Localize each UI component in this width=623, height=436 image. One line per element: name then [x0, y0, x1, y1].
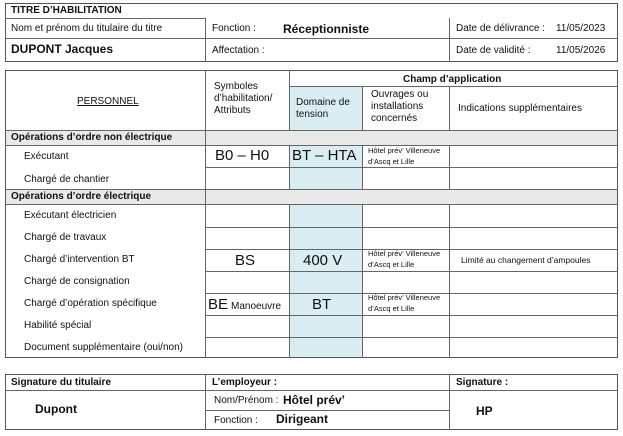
indications-header: Indications supplémentaires — [458, 103, 582, 114]
symboles-header: Symboles d’habilitation/ Attributs — [214, 81, 273, 116]
document-title: TITRE D’HABILITATION — [11, 5, 122, 16]
row-domaine: 400 V — [303, 252, 343, 269]
signature-titulaire-value: Dupont — [35, 402, 77, 416]
nom-prenom-value: Hôtel prév’ — [283, 393, 346, 407]
employeur-label: L’employeur : — [212, 377, 278, 388]
employeur-fonction-value: Dirigeant — [276, 412, 329, 426]
fonction-label: Fonction : — [212, 23, 256, 34]
row-symbole: BS — [235, 252, 256, 269]
row-label: Exécutant — [24, 151, 69, 162]
nom-prenom-label: Nom/Prénom : — [214, 395, 279, 406]
domaine-header: Domaine de tension — [296, 97, 350, 120]
delivrance-date: 11/05/2023 — [556, 23, 606, 34]
row-symbole-extra: Manoeuvre — [231, 301, 282, 312]
row-label: Exécutant électricien — [24, 210, 117, 221]
row-label: Chargé d’opération spécifique — [24, 298, 157, 309]
row-ouvrage: Hôtel prév’ Villeneuve d’Ascq et Lille — [368, 146, 441, 166]
row-domaine: BT – HTA — [292, 147, 357, 164]
section-electrique: Opérations d’ordre électrique — [11, 191, 152, 202]
validite-date: 11/05/2026 — [556, 45, 606, 56]
signature-titulaire-label: Signature du titulaire — [11, 377, 112, 388]
affectation-label: Affectation : — [212, 45, 265, 56]
delivrance-label: Date de délivrance : — [456, 23, 545, 34]
signature-label: Signature : — [456, 377, 509, 388]
personnel-header: PERSONNEL — [77, 96, 139, 107]
fonction-value: Réceptionniste — [283, 22, 370, 36]
row-domaine: BT — [312, 296, 332, 313]
row-symbole: B0 – H0 — [215, 147, 270, 164]
row-label: Habilité spécial — [24, 320, 92, 331]
row-indication: Limité au changement d’ampoules — [461, 255, 591, 265]
row-label: Document supplémentaire (oui/non) — [24, 342, 183, 353]
row-label: Chargé d’intervention BT — [24, 254, 135, 265]
ouvrages-header: Ouvrages ou installations concernés — [371, 89, 429, 124]
holder-label: Nom et prénom du titulaire du titre — [11, 23, 163, 34]
row-label: Chargé de chantier — [24, 174, 110, 185]
employeur-fonction-label: Fonction : — [214, 415, 258, 426]
section-non-electrique: Opérations d’ordre non électrique — [11, 132, 173, 143]
signature-value: HP — [476, 404, 493, 418]
row-ouvrage: Hôtel prév’ Villeneuve d’Ascq et Lille — [368, 249, 441, 269]
row-label: Chargé de consignation — [24, 276, 130, 287]
row-label: Chargé de travaux — [24, 232, 107, 243]
validite-label: Date de validité : — [456, 45, 531, 56]
holder-name: DUPONT Jacques — [11, 42, 114, 56]
champ-header: Champ d’application — [403, 74, 502, 85]
row-symbole: BE — [208, 296, 229, 313]
row-ouvrage: Hôtel prév’ Villeneuve d’Ascq et Lille — [368, 293, 441, 313]
